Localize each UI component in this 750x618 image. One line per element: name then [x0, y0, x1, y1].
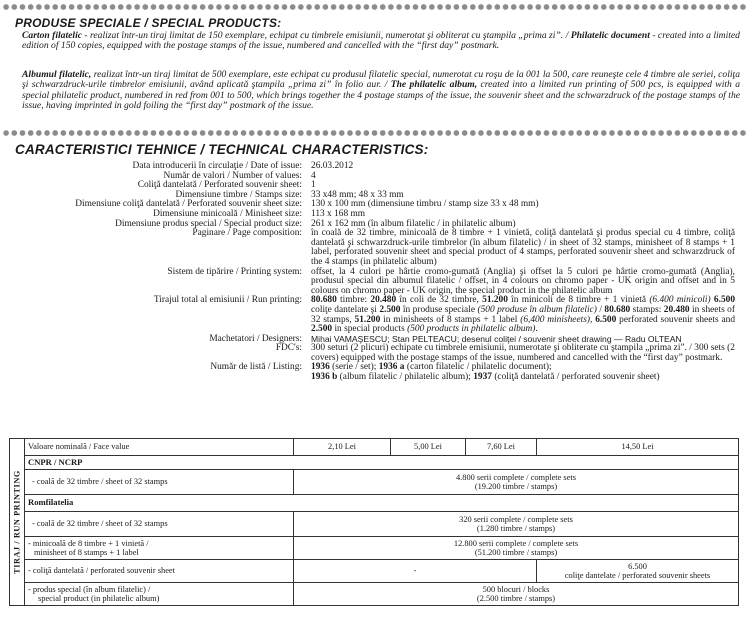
cnpr-section-title: CNPR / NCRP: [25, 456, 739, 470]
romf-sheet-label: - coală de 32 timbre / sheet of 32 stamps: [25, 512, 294, 537]
tech-row-label: Dimensiune minicoală / Minisheet size:: [153, 208, 302, 219]
tech-row-value: 26.03.2012: [311, 161, 354, 171]
tech-row-value: 33 x48 mm; 48 x 33 mm: [311, 189, 404, 200]
top-dotted-divider: [2, 3, 748, 11]
tech-row-value: 130 x 100 mm (dimensiune timbru / stamp size 33 x 48 mm): [311, 199, 539, 210]
cnpr-row-value: 4.800 serii complete / complete sets (19.200 timbre / stamps): [294, 470, 739, 495]
romf-minisheet-value: 12.800 serii complete / complete sets (51.200 timbre / stamps): [294, 537, 739, 560]
designers-label: Machetatori / Designers:: [209, 333, 302, 344]
tech-row: [0, 229, 750, 267]
tech-row-label: Sistem de tipărire / Printing system:: [167, 266, 302, 277]
tech-row-value: 1: [311, 180, 316, 191]
romf-special-product-label: - produs special (în album filatelic) / special product (in philatelic album): [25, 583, 294, 606]
tech-row-value: 261 x 162 mm (în album filatelic / in philatelic album): [311, 218, 516, 229]
run-printing-value: 80.680 timbre: 20.480 în coli de 32 timbre, 51.200 în minicoli de 8 timbre + 1 vinietă (6.400 minicoli) 6.500 coliţe dantelate şi 2.500 în produse speciale (500 produse în album filatelic) / 80.680 stamps: 20.480 in sheets of 32 stamps, 51.200 in minisheets of 8 stamps + 1 label (6,400 minisheets), 6.500 perforated souvenir sheets and 2.500 in special products (500 products in philatelic album).: [311, 295, 736, 335]
philatelic-album-text-ro: realizat într-un tiraj limitat de 500 exemplare, este echipat cu produsul filatelic special, numerotat cu roşu de la 001 la 500, care reuneşte cele 4 timbre ale seriei, coliţa şi schwarzdruck-urile timbrelor emisiunii, având aplicată ştampila „prima zi” în folio aur. /: [22, 69, 740, 91]
tech-row-label: Data introducerii în circulaţie / Date of issue:: [132, 161, 302, 171]
special-products-heading: PRODUSE SPECIALE / SPECIAL PRODUCTS:: [15, 16, 282, 30]
tech-row: [0, 268, 750, 297]
philatelic-document-term-ro: Carton filatelic: [22, 30, 82, 41]
tech-row: [0, 200, 750, 210]
philatelic-album-text-en: created into a limited run printing of 500 pcs, is equipped with a special philatelic product, numbered in red from 001 to 500, which brings together the 4 postage stamps of the issue, the souvenir sheet and the schwarzdruck of the postage stamps of the issue, having imprinted in gold foiling the “first day” postmark of the issue.: [22, 79, 740, 112]
listing-value: 1936 (serie / set); 1936 a (carton filatelic / philatelic document); 1936 b (album filatelic / philatelic album); 1937 (coliţă dantelată / perforated souvenir sheet): [311, 362, 660, 383]
tech-row-label: Coliţă dantelată / Perforated souvenir sheet:: [137, 180, 302, 191]
tech-row-label: Dimensiune timbre / Stamps size:: [175, 189, 302, 200]
romf-sheet-value: 320 serii complete / complete sets (1.280 timbre / stamps): [294, 512, 739, 537]
romf-minisheet-label: - minicoală de 8 timbre + 1 vinietă / minisheet of 8 stamps + 1 label: [25, 537, 294, 560]
fdc-row: [0, 344, 750, 363]
fdc-value: 300 seturi (2 plicuri) echipate cu timbrele emisiunii, numerotate şi obliterate cu ştampila „prima zi”. / 300 sets (2 covers) equipped with the postage stamps of the issue, numbered and cancelled with the “first day” postmark.: [311, 343, 735, 363]
technical-characteristics-heading: CARACTERISTICI TEHNICE / TECHNICAL CHARACTERISTICS:: [15, 142, 429, 157]
table-row: [10, 583, 739, 606]
tech-row-label: Număr de valori / Number of values:: [163, 170, 302, 181]
cnpr-row-label: - coală de 32 timbre / sheet of 32 stamps: [25, 470, 294, 495]
philatelic-album-term-ro: Albumul filatelic,: [22, 69, 92, 80]
tech-row-label: Dimensiune produs special / Special product size:: [115, 218, 302, 229]
romfilatelia-section-title: Romfilatelia: [25, 495, 739, 512]
romf-souvenir-sheet-dash: -: [294, 560, 537, 583]
romf-souvenir-sheet-value: 6.500 coliţe dantelate / perforated souvenir sheets: [537, 560, 739, 583]
run-printing-side-label: TIRAJ / RUN PRINTING: [10, 439, 25, 606]
listing-label: Număr de listă / Listing:: [210, 362, 302, 373]
philatelic-document-text-en: - created into a limited edition of 150 copies, equipped with the postage stamps of the issue, numbered and cancelled with the “first day” postmark.: [22, 30, 740, 52]
table-row: [10, 470, 739, 495]
table-row: [10, 495, 739, 512]
middle-dotted-divider: [2, 129, 748, 137]
tech-row-value: offset, la 4 culori pe hârtie cromo-gumată (Anglia) şi offset la 5 culori pe hârtie cromo-gumată (Anglia), produsul special din albumul filatelic / offset, in 4 colours on chromo paper - UK origin and offset and in 5 colours on chromo paper - UK origin, the special product in the philatelic album: [311, 266, 735, 296]
run-printing-table: [9, 438, 739, 606]
table-row: [10, 512, 739, 537]
philatelic-album-paragraph: [22, 70, 740, 112]
philatelic-document-term-en: Philatelic document: [570, 30, 650, 41]
tech-row-label: Dimensiune coliţă dantelată / Perforated souvenir sheet size:: [75, 199, 302, 210]
tech-row-value: în coală de 32 timbre, minicoală de 8 timbre + 1 vinietă, coliţă dantelată şi produs special cu 4 timbre, coliţă dantelată şi schwarzdruck-urile timbrelor (în album filatelic) / in sheet of 32 stamps, minisheet of 8 stamps + 1 label, perforated souvenir sheet and special product of 4 stamps, perforated souvenir sheet and schwarzdruck of the 4 stamps (in philatelic album): [311, 228, 735, 267]
face-value-cell: 7,60 Lei: [466, 439, 537, 456]
romf-special-product-value: 500 blocuri / blocks (2.500 timbre / stamps): [294, 583, 739, 606]
tech-row-value: 4: [311, 170, 316, 181]
face-value-cell: 5,00 Lei: [391, 439, 466, 456]
philatelic-document-paragraph: [22, 31, 740, 52]
tech-row: [0, 172, 750, 182]
listing-row: [0, 363, 750, 382]
tech-row-value: 113 x 168 mm: [311, 208, 366, 219]
table-row: [10, 560, 739, 583]
philatelic-album-term-en: The philatelic album,: [390, 79, 478, 91]
face-value-cell: 2,10 Lei: [294, 439, 391, 456]
designers-value: Mihai VAMAŞESCU; Stan PELTEACU; desenul coliţei / souvenir sheet drawing — Radu OLTEAN: [311, 333, 682, 344]
technical-characteristics-list: [0, 162, 750, 383]
fdc-label: FDC's:: [275, 343, 302, 354]
table-row: [10, 456, 739, 470]
table-row: [10, 537, 739, 560]
romf-souvenir-sheet-label: - coliţă dantelată / perforated souvenir sheet: [25, 560, 294, 583]
philatelic-document-text-ro: - realizat într-un tiraj limitat de 150 exemplare, echipat cu timbrele emisiunii, numerotat şi obliterat cu ştampila „prima zi”. /: [82, 30, 569, 41]
tech-row-label: Paginare / Page composition:: [192, 228, 302, 239]
table-row: [10, 439, 739, 456]
face-value-label: Valoare nominală / Face value: [25, 439, 294, 456]
tech-row: [0, 162, 750, 172]
run-printing-label: Tirajul total al emisiunii / Run printing:: [153, 295, 302, 306]
face-value-cell: 14,50 Lei: [537, 439, 739, 456]
run-printing-row: [0, 296, 750, 334]
